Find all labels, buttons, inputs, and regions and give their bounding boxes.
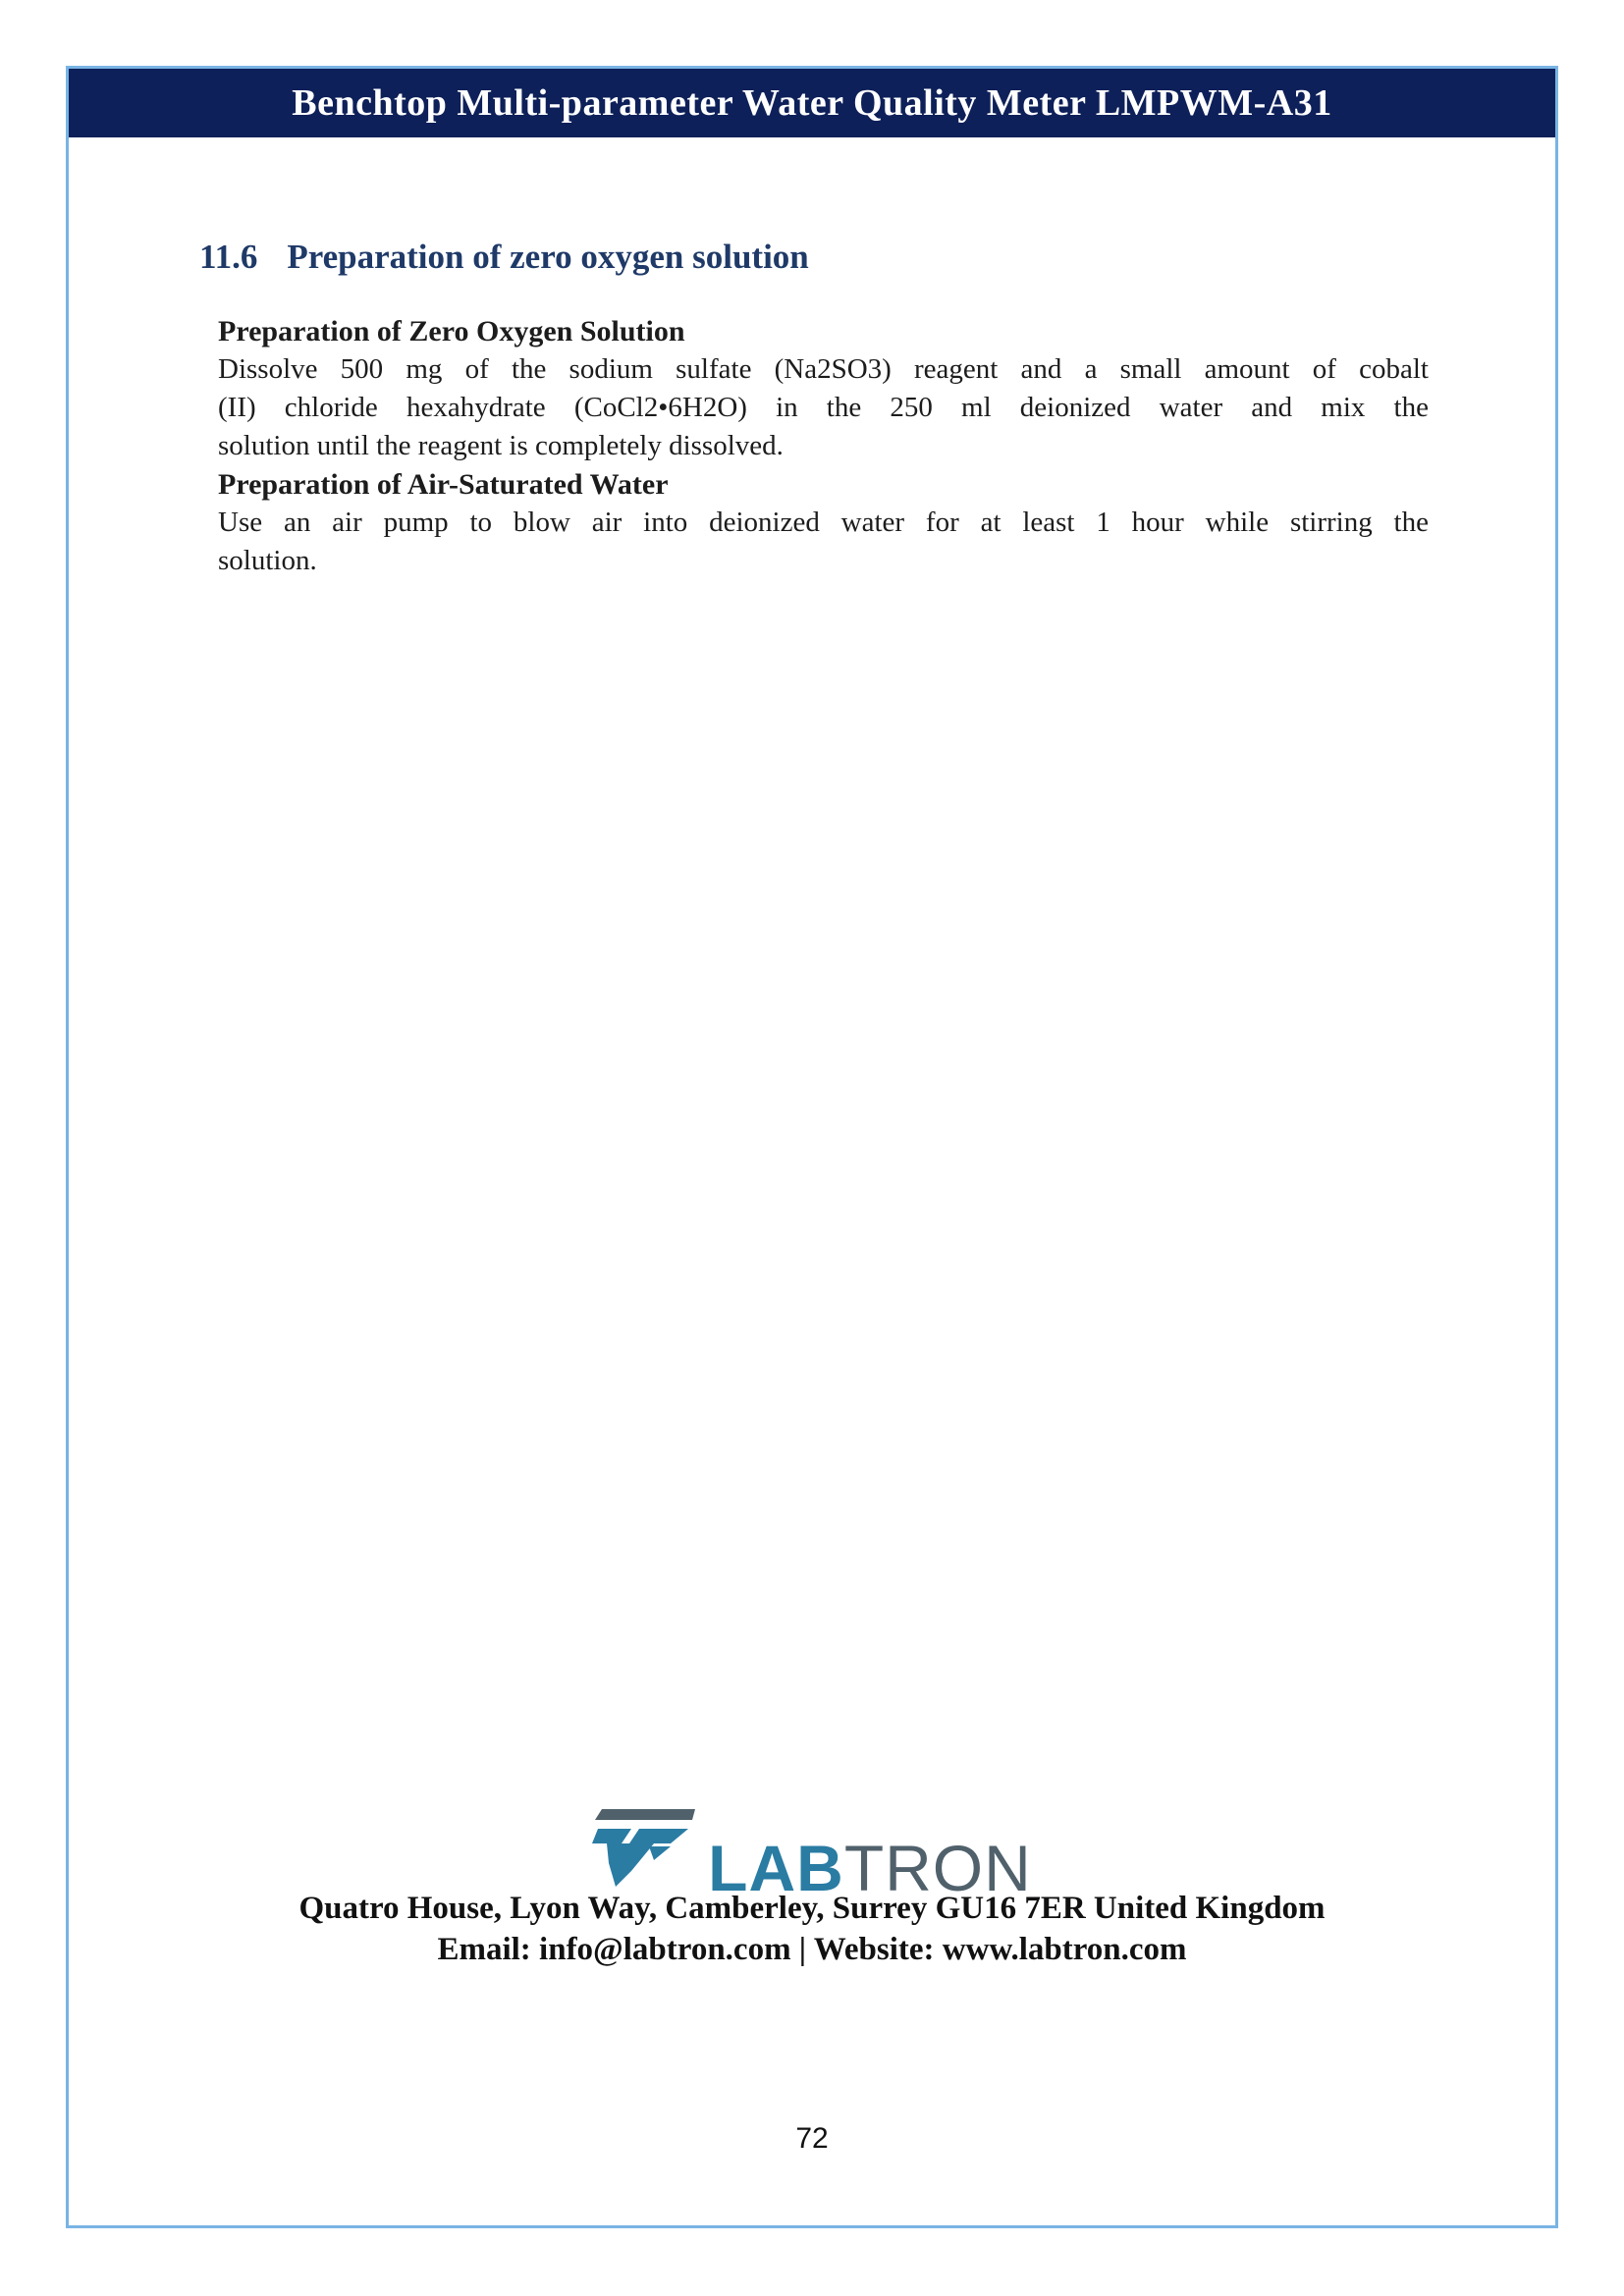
content-frame [66,66,1558,2228]
body-line: solution. [218,545,317,576]
body-line: Use an air pump to blow air into deionized water for at least 1 hour while stirring the [218,507,1429,538]
labtron-mark-icon [592,1804,700,1895]
section-title: Preparation of zero oxygen solution [287,238,809,276]
header-title: Benchtop Multi-parameter Water Quality Meter LMPWM-A31 [292,82,1332,124]
footer-contact: Email: info@labtron.com | Website: www.labtron.com [437,1932,1187,1967]
page-number: 72 [795,2122,829,2155]
logo-text-tron: TRON [843,1832,1032,1904]
header-bar [69,69,1555,137]
body-line: Dissolve 500 mg of the sodium sulfate (Na2SO3) reagent and a small amount of cobalt [218,353,1429,385]
footer-address: Quatro House, Lyon Way, Camberley, Surrey GU16 7ER United Kingdom [298,1891,1326,1926]
body-line: solution until the reagent is completely dissolved. [218,430,784,461]
paragraph-heading: Preparation of Zero Oxygen Solution [218,315,685,347]
body-text [218,312,1429,580]
section-number: 11.6 [199,238,258,276]
labtron-logo [69,1804,1555,1904]
body-line: (II) chloride hexahydrate (CoCl2•6H2O) in the 250 ml deionized water and mix the [218,392,1429,423]
section-heading [199,238,809,277]
logo-text-lab: LAB [708,1832,844,1904]
paragraph-heading: Preparation of Air-Saturated Water [218,468,669,501]
